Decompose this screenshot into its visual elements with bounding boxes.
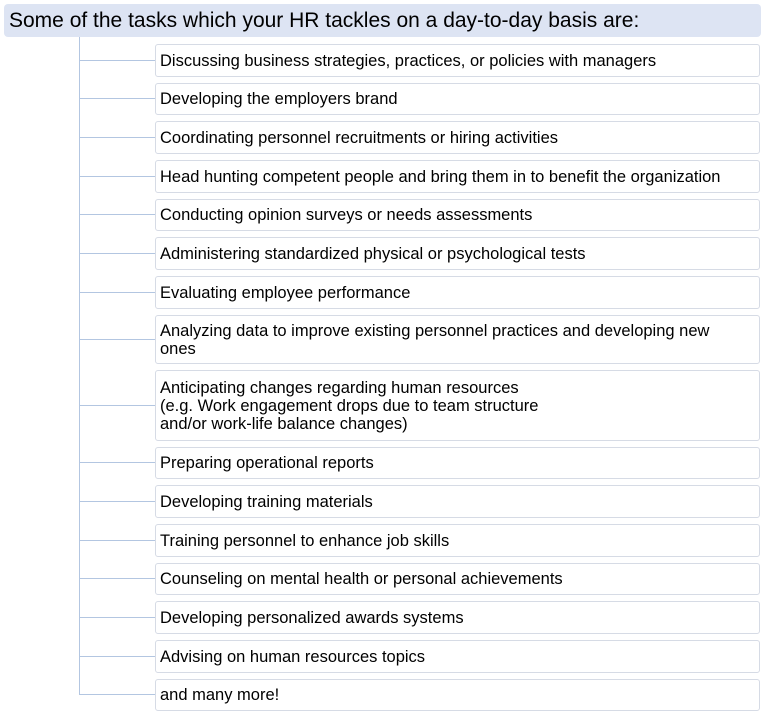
task-item: Analyzing data to improve existing personnel practices and developing new ones bbox=[155, 315, 760, 364]
branch-connector bbox=[79, 214, 155, 215]
tree-trunk-line bbox=[79, 37, 80, 695]
branch-connector bbox=[79, 137, 155, 138]
task-item: Developing the employers brand bbox=[155, 83, 760, 115]
branch-connector bbox=[79, 540, 155, 541]
branch-connector bbox=[79, 60, 155, 61]
task-item: Discussing business strategies, practices, or policies with managers bbox=[155, 44, 760, 77]
branch-connector bbox=[79, 694, 155, 695]
branch-connector bbox=[79, 339, 155, 340]
branch-connector bbox=[79, 253, 155, 254]
branch-connector bbox=[79, 176, 155, 177]
task-item: Head hunting competent people and bring them in to benefit the organization bbox=[155, 160, 760, 193]
task-item: Developing training materials bbox=[155, 485, 760, 518]
task-item: Developing personalized awards systems bbox=[155, 601, 760, 634]
branch-connector bbox=[79, 617, 155, 618]
task-item: Conducting opinion surveys or needs assessments bbox=[155, 199, 760, 231]
branch-connector bbox=[79, 462, 155, 463]
task-item: Preparing operational reports bbox=[155, 447, 760, 479]
branch-connector bbox=[79, 578, 155, 579]
task-item: Advising on human resources topics bbox=[155, 640, 760, 673]
task-item: Anticipating changes regarding human resources (e.g. Work engagement drops due to team structure and/or work-life balance changes) bbox=[155, 370, 760, 441]
task-item: Training personnel to enhance job skills bbox=[155, 524, 760, 557]
branch-connector bbox=[79, 292, 155, 293]
branch-connector bbox=[79, 98, 155, 99]
task-item: Administering standardized physical or psychological tests bbox=[155, 237, 760, 270]
branch-connector bbox=[79, 656, 155, 657]
task-item: Counseling on mental health or personal achievements bbox=[155, 563, 760, 595]
branch-connector bbox=[79, 405, 155, 406]
diagram-header: Some of the tasks which your HR tackles on a day-to-day basis are: bbox=[4, 4, 761, 37]
task-item: Coordinating personnel recruitments or hiring activities bbox=[155, 121, 760, 154]
branch-connector bbox=[79, 501, 155, 502]
task-item: and many more! bbox=[155, 679, 760, 711]
task-item: Evaluating employee performance bbox=[155, 276, 760, 309]
